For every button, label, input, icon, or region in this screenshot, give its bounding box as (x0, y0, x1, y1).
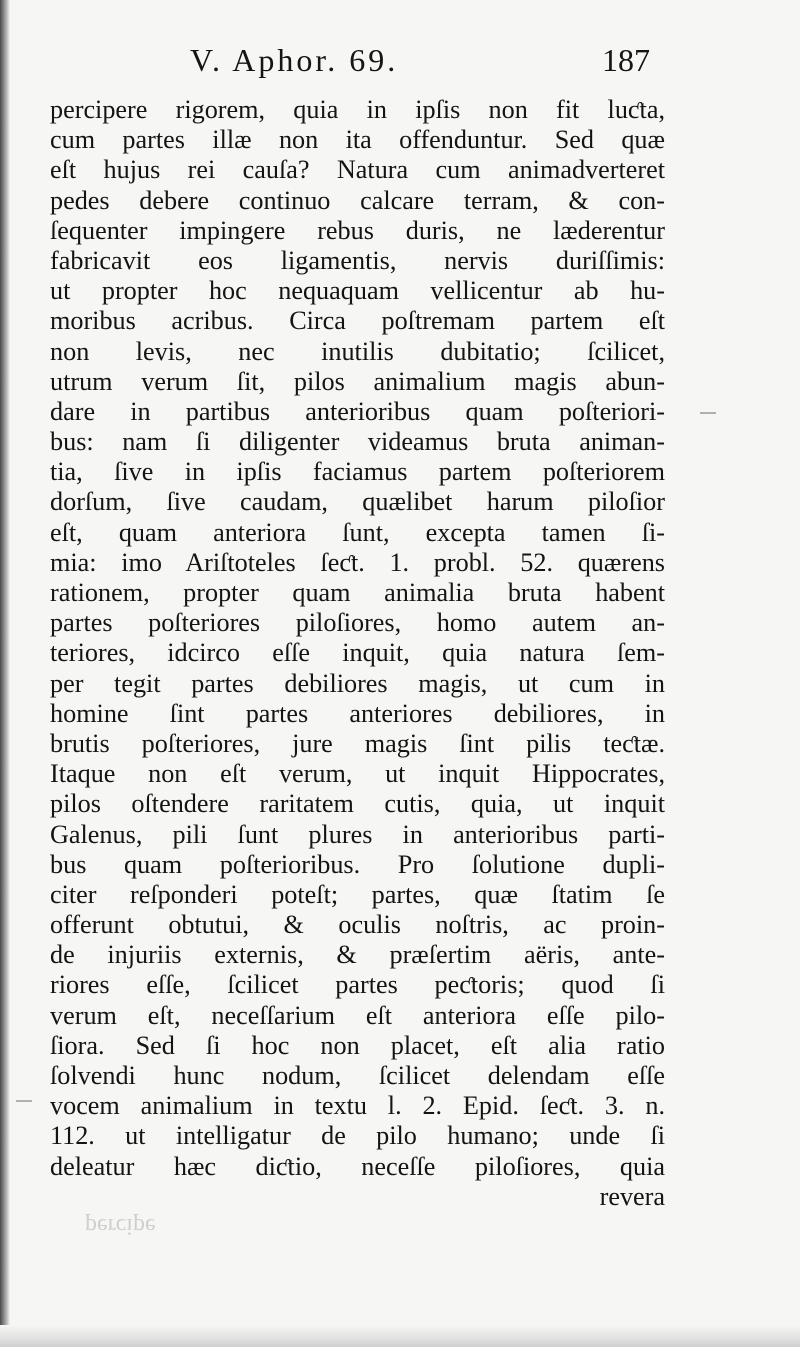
text-line: ſiora. Sed ſi hoc non placet, eſt alia ratio (50, 1030, 665, 1060)
text-line: 112. ut intelligatur de pilo humano; unde ſi (50, 1121, 665, 1151)
text-line: pilos oſtendere raritatem cutis, quia, ut inquit (50, 789, 665, 819)
text-line: riores eſſe, ſcilicet partes peƈtoris; quod ſi (50, 970, 665, 1000)
text-line: vocem animalium in textu l. 2. Epid. ſeƈt. 3. n. (50, 1091, 665, 1121)
text-line: bus: nam ſi diligenter videamus bruta animan- (50, 427, 665, 457)
text-line: moribus acribus. Circa poſtremam partem eſt (50, 306, 665, 336)
text-line: offerunt obtutui, & oculis noſtris, ac proin- (50, 910, 665, 940)
text-line: brutis poſteriores, jure magis ſint pilis teƈtæ. (50, 728, 665, 758)
text-line: eſt hujus rei cauſa? Natura cum animadverteret (50, 155, 665, 185)
text-line: eſt, quam anteriora ſunt, excepta tamen ſi- (50, 517, 665, 547)
page-number: 187 (602, 42, 650, 78)
page-header (190, 42, 650, 82)
text-line: non levis, nec inutilis dubitatio; ſcilicet, (50, 336, 665, 366)
text-line: deleatur hæc diƈtio, neceſſe piloſiores, quia (50, 1151, 665, 1181)
text-line: dorſum, ſive caudam, quælibet harum piloſior (50, 487, 665, 517)
text-line: mia: imo Ariſtoteles ſeƈt. 1. probl. 52. quærens (50, 547, 665, 577)
bleed-through-text: percipe (85, 1213, 156, 1239)
text-line: homine ſint partes anteriores debiliores, in (50, 698, 665, 728)
text-line: bus quam poſterioribus. Pro ſolutione dupli- (50, 849, 665, 879)
text-line: teriores, idcirco eſſe inquit, quia natura ſem- (50, 638, 665, 668)
text-line: percipere rigorem, quia in ipſis non fit luƈta, (50, 95, 665, 124)
text-line: Galenus, pili ſunt plures in anterioribus parti- (50, 819, 665, 849)
text-line: ſolvendi hunc nodum, ſcilicet delendam eſſe (50, 1061, 665, 1090)
text-line: ut propter hoc nequaquam vellicentur ab hu- (50, 276, 665, 306)
text-line: rationem, propter quam animalia bruta habent (50, 578, 665, 607)
margin-mark (16, 1100, 32, 1102)
text-line: verum eſt, neceſſarium eſt anteriora eſſe pilo- (50, 1000, 665, 1030)
text-line: dare in partibus anterioribus quam poſteriori- (50, 396, 665, 426)
text-line: Itaque non eſt verum, ut inquit Hippocrates, (50, 759, 665, 789)
text-line: cum partes illæ non ita offenduntur. Sed quæ (50, 125, 665, 155)
margin-mark (700, 412, 716, 414)
catchword: revera (599, 1181, 665, 1211)
text-line: de injuriis externis, & præſertim aëris, ante- (50, 940, 665, 970)
text-line: partes poſteriores piloſiores, homo autem an- (50, 608, 665, 638)
gutter-shadow (0, 0, 10, 1347)
text-line: citer reſponderi poteſt; partes, quæ ſtatim ſe (50, 879, 665, 909)
text-line: ſequenter impingere rebus duris, ne læderentur (50, 215, 665, 245)
text-line: utrum verum ſit, pilos animalium magis abun- (50, 366, 665, 396)
text-line: pedes debere continuo calcare terram, & con- (50, 185, 665, 215)
text-line: tia, ſive in ipſis faciamus partem poſteriorem (50, 457, 665, 487)
text-line: fabricavit eos ligamentis, nervis duriſſimis: (50, 245, 665, 275)
page-edge-shadow (0, 1325, 800, 1347)
text-line: per tegit partes debiliores magis, ut cum in (50, 668, 665, 698)
running-head: V. Aphor. 69. (190, 42, 399, 78)
body-text (50, 95, 665, 1212)
